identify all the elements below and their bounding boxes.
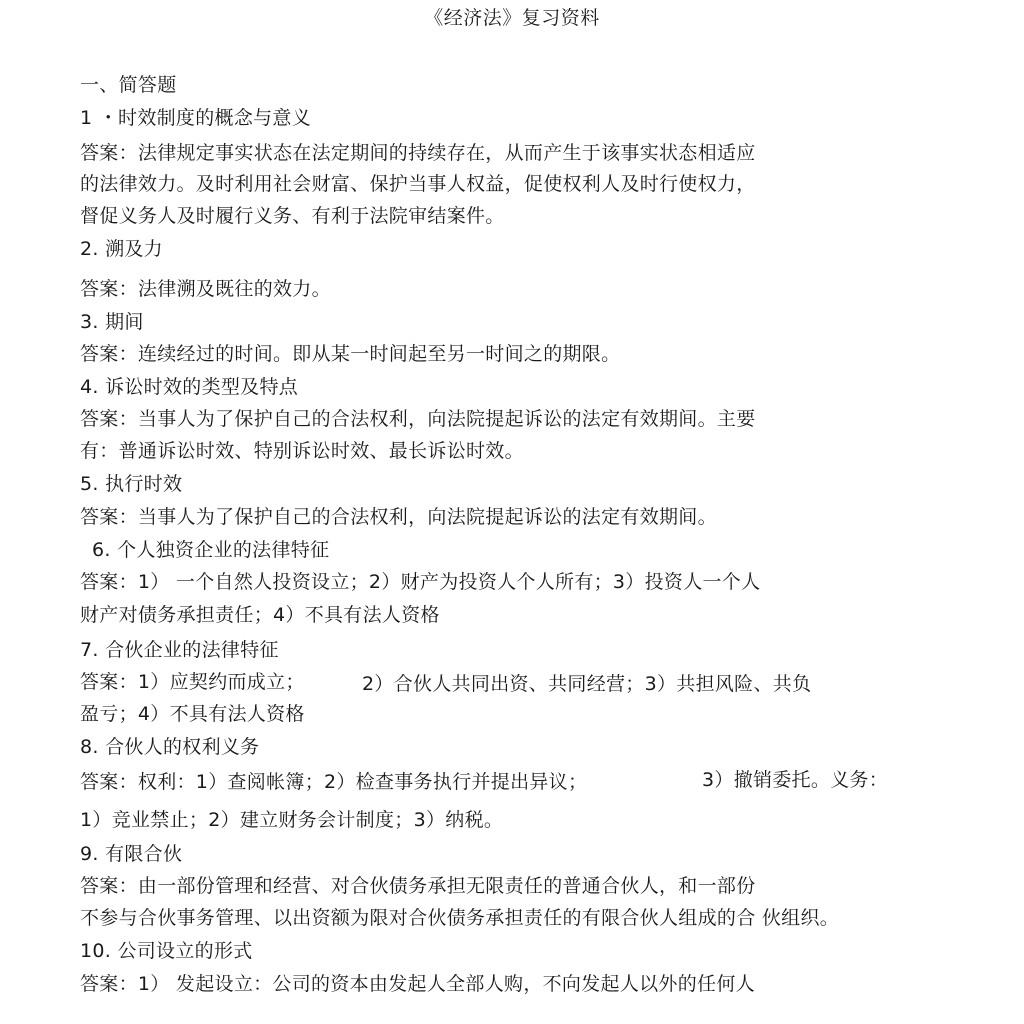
- answer-3: 答案：连续经过的时间。即从某一时间起至另一时间之的期限。: [80, 343, 621, 365]
- question-10: 10. 公司设立的形式: [80, 940, 253, 962]
- answer-2: 答案：法律溯及既往的效力。: [80, 278, 331, 300]
- answer-7-line-2: 盈亏；4）不具有法人资格: [80, 703, 305, 725]
- question-8: 8. 合伙人的权利义务: [80, 736, 260, 758]
- answer-7-line-1a: 答案：1）应契约而成立；: [80, 671, 305, 693]
- question-6: 6. 个人独资企业的法律特征: [92, 539, 330, 561]
- answer-6-line-1: 答案：1） 一个自然人投资设立；2）财产为投资人个人所有；3）投资人一个人: [80, 571, 761, 593]
- answer-9-line-1: 答案：由一部份管理和经营、对合伙债务承担无限责任的普通合伙人，和一部份: [80, 875, 756, 897]
- question-2: 2. 溯及力: [80, 238, 163, 260]
- question-4: 4. 诉讼时效的类型及特点: [80, 376, 299, 398]
- answer-6-line-2: 财产对债务承担责任；4）不具有法人资格: [80, 604, 440, 626]
- answer-1-line-3: 督促义务人及时履行义务、有利于法院审结案件。: [80, 205, 505, 227]
- question-7: 7. 合伙企业的法律特征: [80, 639, 279, 661]
- question-5: 5. 执行时效: [80, 473, 183, 495]
- document-title: 《经济法》复习资料: [424, 7, 600, 29]
- answer-8-line-1b: 3）撤销委托。义务：: [702, 769, 889, 791]
- question-9: 9. 有限合伙: [80, 843, 183, 865]
- answer-4-line-2: 有：普通诉讼时效、特别诉讼时效、最长诉讼时效。: [80, 440, 524, 462]
- answer-5: 答案：当事人为了保护自己的合法权利，向法院提起诉讼的法定有效期间。: [80, 506, 717, 528]
- answer-10-line-1: 答案：1） 发起设立：公司的资本由发起人全部人购，不向发起人以外的任何人: [80, 973, 755, 995]
- answer-8-line-2: 1）竞业禁止；2）建立财务会计制度；3）纳税。: [80, 809, 504, 831]
- section-heading: 一、简答题: [80, 74, 177, 96]
- question-3: 3. 期间: [80, 311, 144, 333]
- answer-1-line-2: 的法律效力。及时利用社会财富、保护当事人权益，促使权利人及时行使权力，: [80, 173, 756, 195]
- answer-9-line-2: 不参与合伙事务管理、以出资额为限对合伙债务承担责任的有限合伙人组成的合 伙组织。: [80, 907, 840, 929]
- question-1: 1 ・时效制度的概念与意义: [80, 107, 312, 129]
- answer-1-line-1: 答案：法律规定事实状态在法定期间的持续存在，从而产生于该事实状态相适应: [80, 142, 756, 164]
- answer-8-line-1a: 答案：权利：1）查阅帐簿；2）检查事务执行并提出异议；: [80, 771, 588, 793]
- answer-7-line-1b: 2）合伙人共同出资、共同经营；3）共担风险、共负: [362, 673, 812, 695]
- answer-4-line-1: 答案：当事人为了保护自己的合法权利，向法院提起诉讼的法定有效期间。主要: [80, 408, 756, 430]
